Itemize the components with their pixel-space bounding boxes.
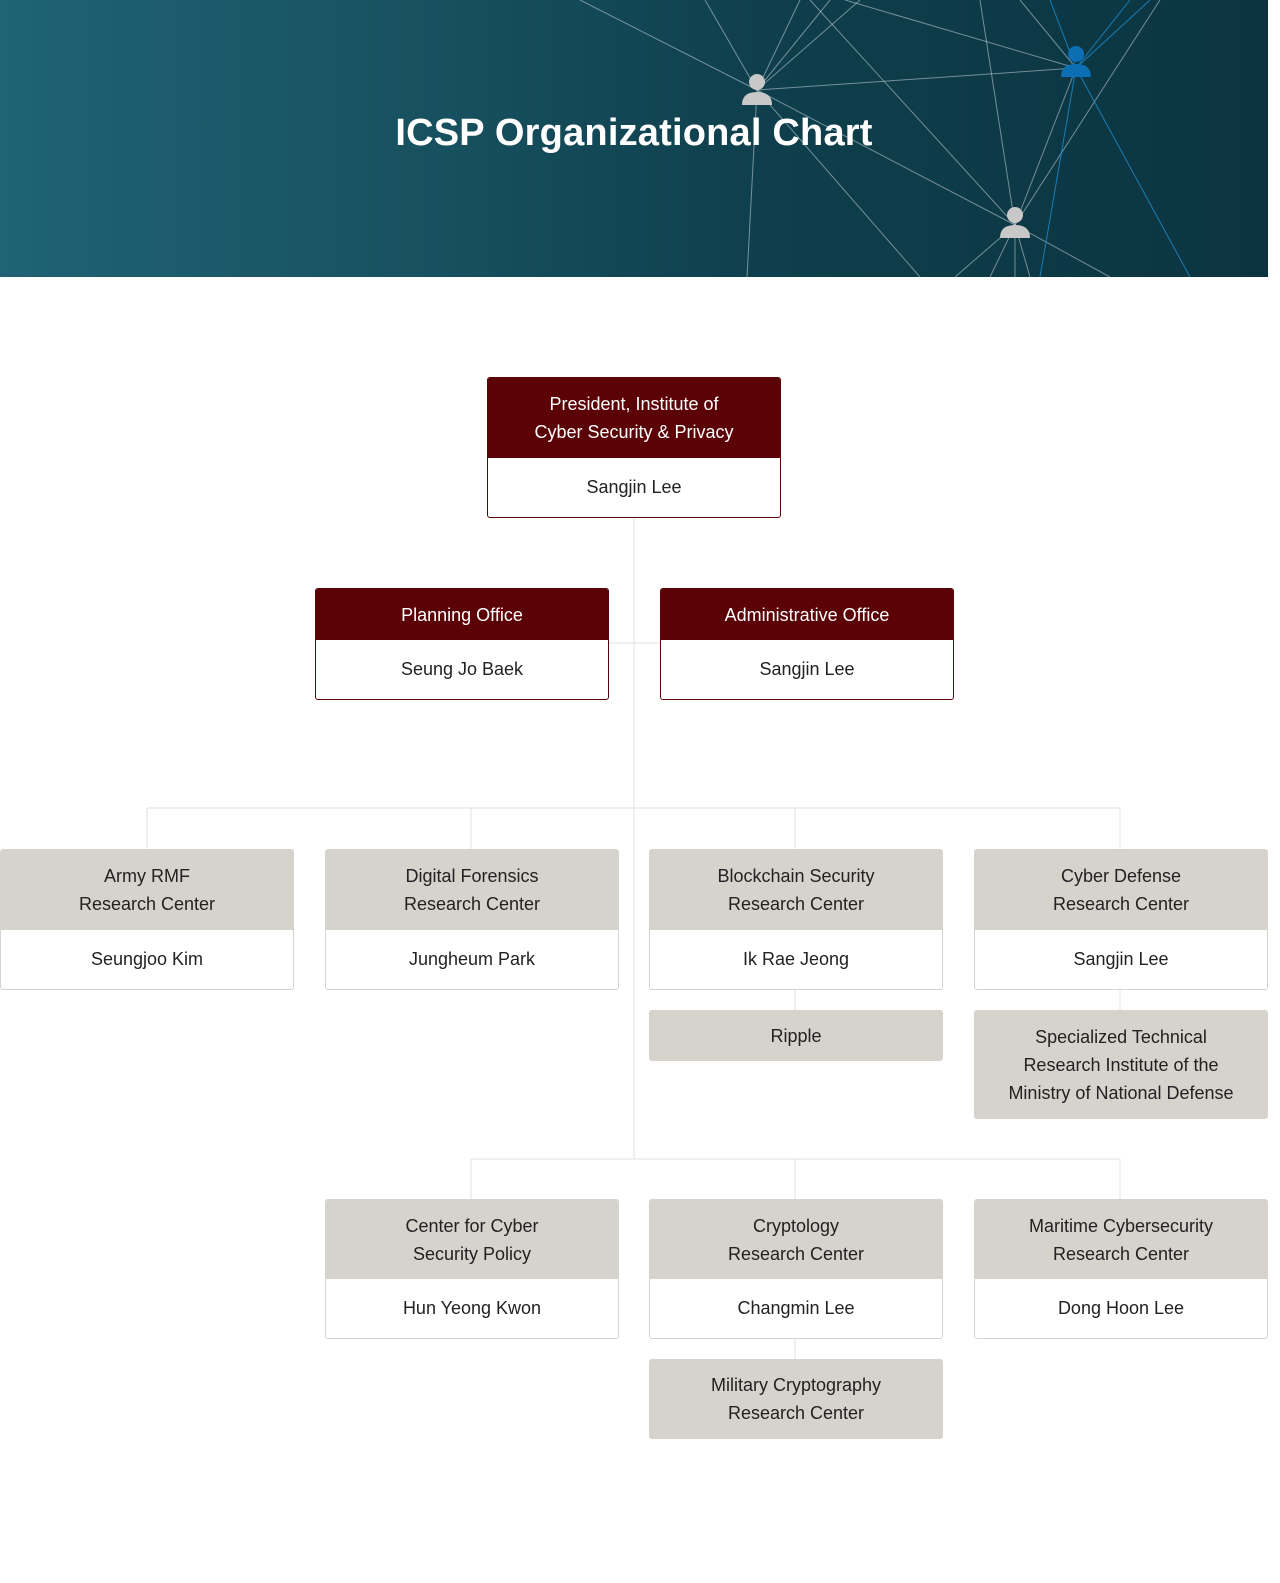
center-box-cyber-security-policy: [325, 1199, 619, 1339]
box-name: Hun Yeong Kwon: [402, 1298, 542, 1318]
box-name: Dong Hoon Lee: [1057, 1298, 1185, 1318]
planning-office-box: [315, 588, 609, 700]
center-box-cyber-defense: [974, 849, 1268, 990]
box-title: Cryptology Research Center: [650, 1200, 942, 1279]
center-box-maritime-cybersecurity: [974, 1199, 1268, 1339]
header-banner: [0, 0, 1268, 277]
president-box: [487, 377, 781, 518]
box-name: Changmin Lee: [737, 1298, 855, 1318]
box-title: Cyber Defense Research Center: [975, 850, 1267, 930]
box-title: Planning Office: [316, 589, 608, 640]
center-box-blockchain-security: [649, 849, 943, 990]
sub-unit-military-cryptography: Military Cryptography Research Center: [649, 1359, 943, 1439]
box-title: Administrative Office: [661, 589, 953, 640]
box-title: Digital Forensics Research Center: [326, 850, 618, 930]
box-name: Ik Rae Jeong: [742, 949, 850, 969]
box-title: Center for Cyber Security Policy: [326, 1200, 618, 1279]
center-box-army-rmf: [0, 849, 294, 990]
box-title: President, Institute of Cyber Security & Privacy: [488, 378, 780, 458]
person-icon: [1061, 46, 1091, 77]
box-title: Blockchain Security Research Center: [650, 850, 942, 930]
sub-unit-ripple: Ripple: [649, 1010, 943, 1061]
box-name: Jungheum Park: [408, 949, 536, 969]
box-title: Army RMF Research Center: [1, 850, 293, 930]
box-name: Sangjin Lee: [1073, 949, 1169, 969]
box-name: Sangjin Lee: [586, 477, 682, 497]
page-title: ICSP Organizational Chart: [395, 112, 873, 154]
box-title: Maritime Cybersecurity Research Center: [975, 1200, 1267, 1279]
person-icon: [1000, 207, 1030, 238]
administrative-office-box: [660, 588, 954, 700]
box-name: Seung Jo Baek: [400, 659, 524, 679]
sub-unit-specialized-technical-institute: Specialized Technical Research Institute of the Ministry of National Defense: [974, 1010, 1268, 1119]
center-box-digital-forensics: [325, 849, 619, 990]
box-name: Sangjin Lee: [759, 659, 855, 679]
center-box-cryptology: [649, 1199, 943, 1339]
box-name: Seungjoo Kim: [90, 949, 204, 969]
